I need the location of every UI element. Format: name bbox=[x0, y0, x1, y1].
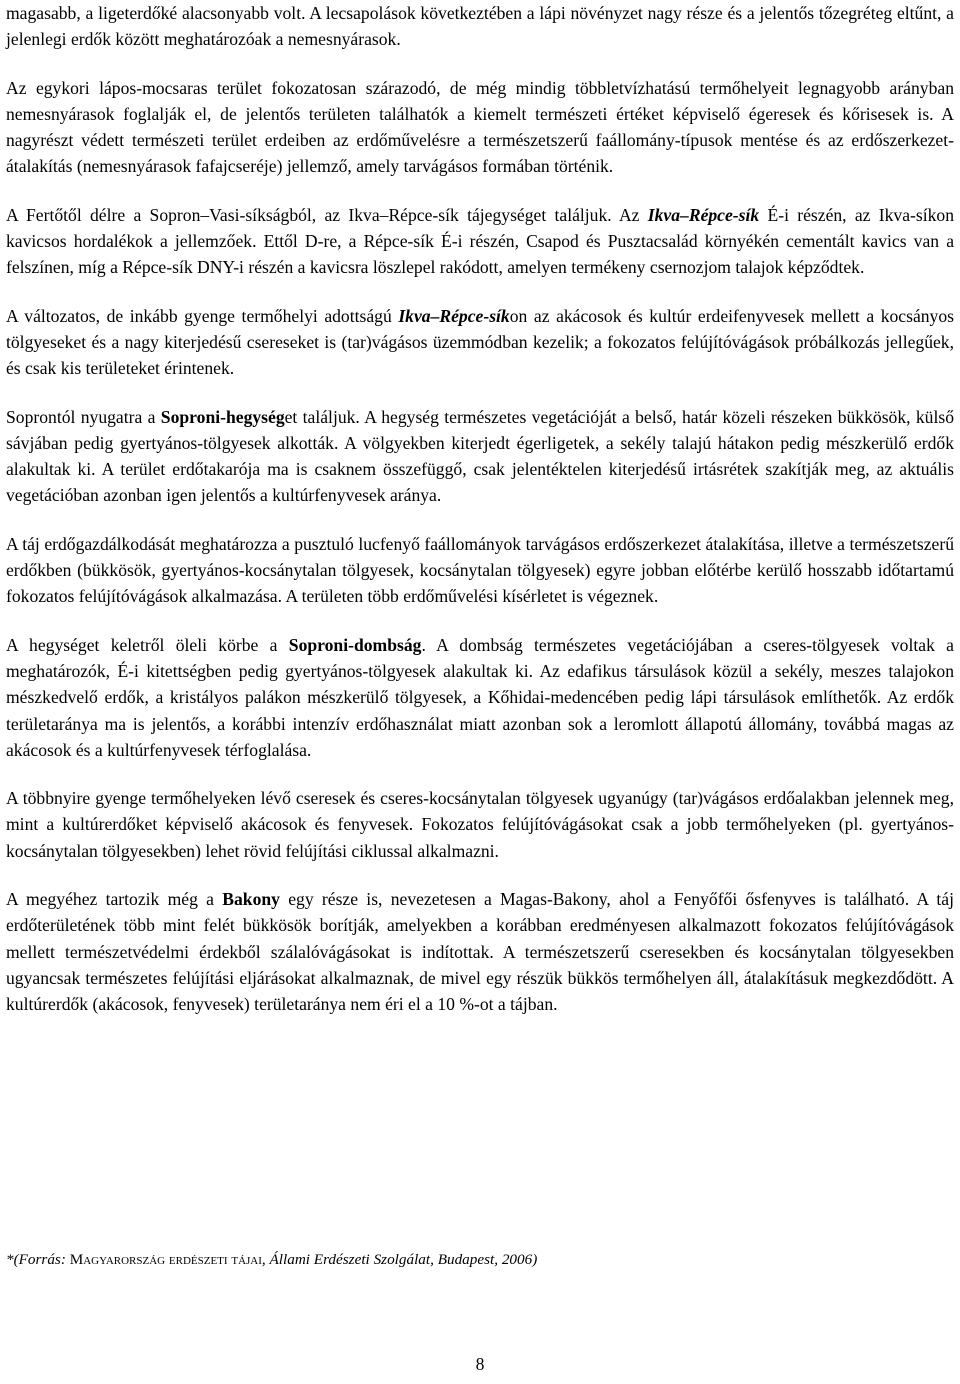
emphasis-ikva-repce-sik: Ikva–Répce-sík bbox=[398, 305, 510, 326]
paragraph-soproni-dombsag bbox=[6, 632, 954, 763]
text-run: A megyéhez tartozik még a bbox=[6, 889, 223, 910]
emphasis-soproni-dombsag: Soproni-dombság bbox=[288, 634, 422, 655]
paragraph-soproni-hegyseg bbox=[6, 404, 954, 509]
text-run: et találjuk. A hegység természetes vegetációját a belső, határ közeli részeken bükkösök, külső sávjában pedig gyertyános-tölgyesek alkották. A völgyekben kiterjedt égerligetek, a sekély talajú hátakon pedig mészkerülő erdők alakultak ki. A terület erdőtakarója ma is csaknem összefüggő, csak jelentéktelen kiterjedésű irtásrétek szakítják meg, az aktuális vegetációban azonban igen jelentős a kultúrfenyvesek aránya. bbox=[6, 406, 954, 506]
footnote-source-title: Magyarország erdészeti tájai bbox=[69, 1251, 262, 1268]
text-run: egy része is, nevezetesen a Magas-Bakony, ahol a Fenyőfői ősfenyves is található. A táj erdőterületének több mint felét bükkösök borítják, amelyekben a korábban eredményesen alkalmazott fokozatos felújítóvágások mellett természetvédelmi érdekből szálalóvágásokat is indítottak. A természetszerű cseresekben és kocsánytalan tölgyesekben ugyancsak természetes felújítási eljárásokat alkalmaznak, de mivel egy részük bükkös termőhelyen áll, átalakításuk megkezdődött. A kultúrerdők (akácosok, fenyvesek) területaránya nem éri el a 10 %-ot a tájban. bbox=[6, 889, 955, 1015]
text-run: on az akácosok és kultúr erdeifenyvesek mellett a kocsányos tölgyeseket és a nagy kiterjedésű csereseket is (tar)vágásos üzemmódban kezelik; a fokozatos felújítóvágások próbálkozás jellegűek, és csak kis területeket érintenek. bbox=[6, 305, 955, 379]
text-run: É-i részén, az Ikva-síkon kavicsos hordalékok a jellemzőek. Ettől D-re, a Répce-sík É-i részén, Csapod és Pusztacsalád környékén cementált kavics van a felszínen, míg a Répce-sík DNY-i részén a kavicsra löszlepel rakódott, amelyen termékeny csernozjom talajok képződtek. bbox=[6, 204, 955, 278]
paragraph-termohelyi-adottsag bbox=[6, 303, 954, 382]
text-run: Soprontól nyugatra a bbox=[6, 406, 161, 427]
paragraph-ikva-repce-sik bbox=[6, 202, 954, 281]
paragraph-erdogazdalkodas: A táj erdőgazdálkodását meghatározza a pusztuló lucfenyő faállományok tarvágásos erdőszerkezet átalakítása, illetve a természetszerű erdőkben (bükkösök, gyertyános-kocsánytalan tölgyesek, kocsánytalan tölgyesek) egyre jobban előtérbe kerülő hosszabb időtartamú fokozatos felújítóvágások alkalmazása. A területen több erdőművelési kísérletet is végeznek. bbox=[6, 533, 954, 607]
paragraph-lapi-novenyzet: magasabb, a ligeterdőké alacsonyabb volt. A lecsapolások következtében a lápi növényzet nagy része és a jelentős tőzegréteg eltűnt, a jelenlegi erdők között meghatározóak a nemesnyárasok. bbox=[6, 3, 954, 50]
text-run: . A dombság természetes vegetációjában a cseres-tölgyesek voltak a meghatározók, É-i kitettségben pedig gyertyános-tölgyesek alakultak ki. Az edafikus társulások közül a sekély, meszes talajokon mészkedvelő erdők, a kristályos palákon mészkerülő tölgyesek, a Kőhidai-medencében pedig lápi társulások említhetők. Az erdők területaránya ma is jelentős, a korábbi intenzív erdőhasználat miatt azonban sok a leromlott állapotú állomány, továbbá magas az akácosok és a kultúrfenyvesek térfoglalása. bbox=[6, 634, 954, 760]
footnote-prefix: *(Forrás: bbox=[6, 1251, 70, 1268]
text-run: A változatos, de inkább gyenge termőhelyi adottságú bbox=[6, 305, 399, 326]
paragraph-gyenge-termohelyek: A többnyire gyenge termőhelyeken lévő cseresek és cseres-kocsánytalan tölgyesek ugyanúgy (tar)vágásos erdőalakban jelennek meg, mint a kultúrerdőket képviselő akácosok és fenyvesek. Fokozatos felújítóvágásokat csak a jobb termőhelyeken (pl. gyertyános-kocsánytalan tölgyesekben) lehet rövid felújítási ciklussal alkalmazni. bbox=[6, 788, 954, 861]
emphasis-bakony: Bakony bbox=[222, 889, 280, 910]
source-footnote bbox=[6, 1250, 537, 1270]
paragraph-lapos-mocsaras: Az egykori lápos-mocsaras terület fokozatosan szárazodó, de még mindig többletvízhatású termőhelyeit legnagyobb arányban nemesnyárasok foglalják el, de jelentős területen találhatók a kiemelt természeti értéket képviselő égeresek és kőrisesek is. A nagyrészt védett természeti terület erdeiben az erdőművelésre a természetszerű faállomány-típusok mentése és az erdőszerkezet-átalakítás (nemesnyárasok fafajcseréje) jellemző, amely tarvágásos formában történik. bbox=[6, 77, 954, 177]
footnote-suffix: , Állami Erdészeti Szolgálat, Budapest, 2006) bbox=[261, 1251, 538, 1268]
text-run: A Fertőtől délre a Sopron–Vasi-síkságból, az Ikva–Répce-sík tájegységet találjuk. Az bbox=[6, 204, 648, 225]
emphasis-soproni-hegyseg: Soproni-hegység bbox=[160, 406, 285, 427]
emphasis-ikva-repce-sik: Ikva–Répce-sík bbox=[647, 204, 760, 225]
page-number: 8 bbox=[475, 1354, 485, 1374]
paragraph-bakony bbox=[6, 886, 954, 1017]
text-run: A hegységet keletről öleli körbe a bbox=[6, 634, 289, 655]
